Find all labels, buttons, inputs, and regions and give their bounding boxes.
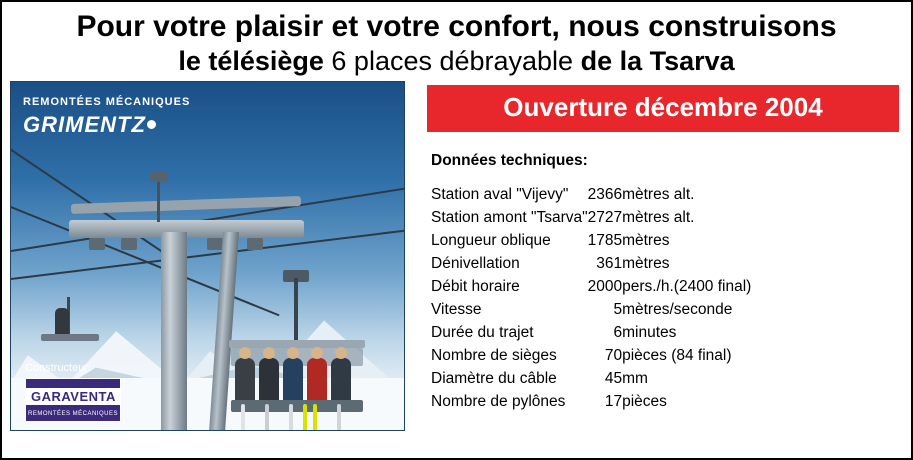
spec-value: 5	[613, 301, 623, 319]
spec-label: Station aval "Vijevy"	[431, 186, 569, 204]
headline-line-2	[12, 46, 901, 77]
garaventa-logo	[25, 378, 121, 422]
constructeur-label: Constructeur:	[25, 361, 92, 374]
spec-unit: mètres alt.	[622, 209, 695, 227]
technical-data-title: Données techniques:	[431, 151, 588, 169]
grimentz-text: GRIMENTZ	[23, 111, 146, 137]
garaventa-name: GARAVENTA	[26, 388, 121, 405]
rider-1	[235, 358, 255, 406]
headline-mid-text: 6 places débrayable	[323, 45, 581, 76]
spec-label: Débit horaire	[431, 278, 520, 296]
chair-hanger	[294, 278, 298, 344]
grimentz-wordmark	[23, 112, 190, 138]
spec-unit: mm	[622, 370, 648, 388]
spec-row	[431, 230, 751, 253]
spec-value: 45	[604, 370, 623, 388]
spec-value: 361	[596, 255, 623, 273]
rider-2	[259, 358, 279, 406]
spec-row	[431, 184, 751, 207]
grimentz-logo	[23, 96, 190, 138]
ski-6	[337, 404, 341, 431]
spec-label: Diamètre du câble	[431, 370, 557, 388]
spec-label: Nombre de pylônes	[431, 393, 566, 411]
spec-row	[431, 207, 751, 230]
spec-unit: mètres	[622, 255, 670, 273]
spec-unit: mètres	[622, 232, 670, 250]
spec-label: Vitesse	[431, 301, 482, 319]
ski-4	[303, 404, 307, 431]
second-chair-rider	[55, 308, 69, 336]
rider-4	[307, 358, 327, 406]
opening-banner: Ouverture décembre 2004	[427, 85, 899, 132]
ski-3	[289, 404, 293, 431]
spec-value: 1785	[587, 232, 623, 250]
spec-row	[431, 276, 751, 299]
spec-row	[431, 368, 751, 391]
spec-value: 70	[604, 347, 623, 365]
spec-label: Longueur oblique	[431, 232, 551, 250]
spec-unit: minutes	[622, 324, 677, 342]
guy-wire-1	[10, 202, 280, 316]
chairlift-photo	[10, 81, 405, 431]
garaventa-subtitle: REMONTÉES MÉCANIQUES	[27, 410, 118, 417]
antenna-head	[150, 172, 168, 182]
spec-label: Durée du trajet	[431, 324, 534, 342]
sheave-1	[89, 238, 105, 250]
rider-3	[283, 358, 303, 406]
spec-value: 2366	[587, 186, 623, 204]
spec-label: Nombre de sièges	[431, 347, 557, 365]
spec-unit: pièces (84 final)	[622, 347, 732, 365]
spec-value: 2000	[587, 278, 623, 296]
spec-label: Dénivellation	[431, 255, 520, 273]
ski-2	[265, 404, 269, 431]
body-area	[2, 81, 911, 431]
spec-row	[431, 322, 751, 345]
headline-bold-telesiege: le télésiège	[178, 45, 324, 76]
spec-row	[431, 299, 751, 322]
technical-specs-body	[431, 184, 751, 414]
sheave-4	[247, 238, 263, 250]
spec-unit: pièces	[622, 393, 667, 411]
rider-5	[331, 358, 351, 406]
spec-value: 6	[613, 324, 623, 342]
info-panel	[405, 81, 903, 414]
ski-1	[241, 404, 245, 431]
chair-safety-bar	[229, 340, 365, 348]
sheave-3	[207, 238, 223, 250]
spec-unit: mètres/seconde	[622, 301, 733, 319]
grimentz-dot-icon	[147, 120, 156, 129]
headline-block	[2, 2, 911, 81]
spec-value: 17	[604, 393, 623, 411]
technical-specs-table	[431, 184, 751, 414]
headline-bold-tsarva: de la Tsarva	[580, 45, 735, 76]
headline-line-1: Pour votre plaisir et votre confort, nous construisons	[76, 10, 837, 43]
spec-unit: pers./h.(2400 final)	[622, 278, 752, 296]
sheave-2	[121, 238, 137, 250]
spec-unit: mètres alt.	[622, 186, 695, 204]
ski-5	[313, 404, 317, 431]
spec-row	[431, 391, 751, 414]
antenna-pole	[157, 178, 160, 222]
pylon-mast-front	[161, 232, 187, 431]
remontees-mecaniques-label: REMONTÉES MÉCANIQUES	[23, 95, 191, 108]
second-chair-seat	[41, 334, 99, 341]
chair-seat	[231, 400, 363, 412]
spec-row	[431, 345, 751, 368]
spec-value: 2727	[587, 209, 623, 227]
spec-row	[431, 253, 751, 276]
spec-label: Station amont "Tsarva"	[431, 209, 588, 227]
